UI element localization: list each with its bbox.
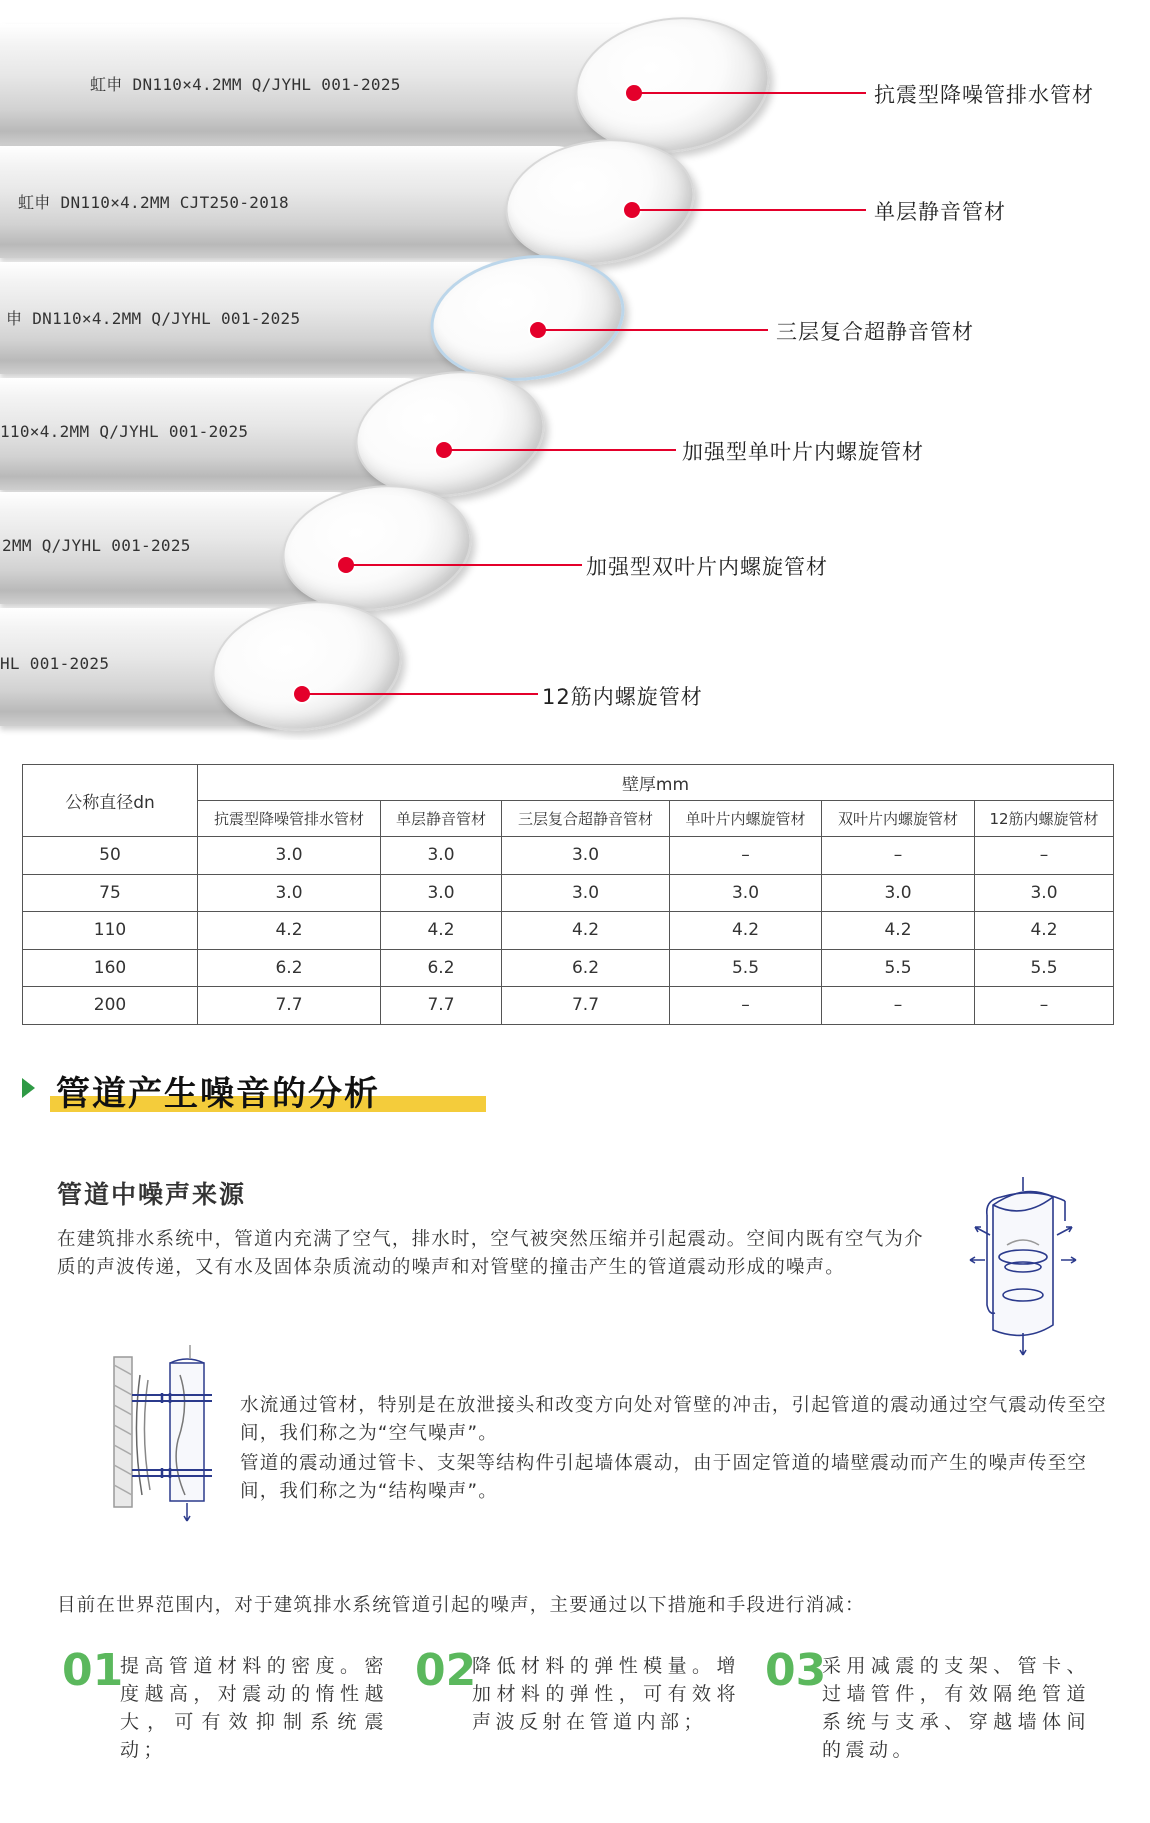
table-cell: 4.2 — [822, 912, 975, 950]
structure-noise-paragraph: 管道的震动通过管卡、支架等结构件引起墙体震动，由于固定管道的墙壁震动而产生的噪声传至空间，我们称之为“结构噪声”。 — [240, 1453, 1088, 1502]
table-cell: – — [975, 987, 1114, 1025]
table-cell: 4.2 — [502, 912, 670, 950]
table-cell: 75 — [23, 874, 198, 912]
table-cell: – — [975, 837, 1114, 875]
pipe-label-double-blade: 加强型双叶片内螺旋管材 — [586, 555, 828, 579]
table-cell: 5.5 — [975, 949, 1114, 987]
callout-line — [632, 209, 866, 211]
table-col-header: 12筋内螺旋管材 — [975, 801, 1114, 837]
section-title: 管道产生噪音的分析 — [56, 1074, 380, 1114]
table-cell: 4.2 — [381, 912, 502, 950]
noise-source-heading: 管道中噪声来源 — [57, 1180, 247, 1209]
table-cell: 200 — [23, 987, 198, 1025]
pipe-print-text: 虹申 DN110×4.2MM Q/JYHL 001-2025 — [90, 75, 401, 94]
pipe-single-blade-spiral — [0, 378, 545, 490]
table-col-header: 抗震型降噪管排水管材 — [198, 801, 381, 837]
table-cell: 3.0 — [822, 874, 975, 912]
vertical-pipe-illustration — [965, 1175, 1080, 1365]
step-number: 03 — [765, 1645, 827, 1696]
table-cell: 6.2 — [502, 949, 670, 987]
wall-thickness-table — [22, 764, 1114, 1025]
table-cell: – — [822, 837, 975, 875]
table-cell: 3.0 — [381, 874, 502, 912]
table-cell: 3.0 — [975, 874, 1114, 912]
table-col-header: 单层静音管材 — [381, 801, 502, 837]
table-cell: 5.5 — [670, 949, 822, 987]
callout-line — [302, 693, 538, 695]
wall-pipe-illustration — [110, 1345, 215, 1525]
pipe-triple-layer — [0, 262, 630, 374]
pipe-print-text: 2MM Q/JYHL 001-2025 — [2, 536, 191, 555]
table-cell: 6.2 — [198, 949, 381, 987]
table-cell: 7.7 — [198, 987, 381, 1025]
table-row — [23, 912, 1114, 950]
callout-line — [538, 329, 768, 331]
callout-line — [444, 449, 676, 451]
pipe-print-text: 110×4.2MM Q/JYHL 001-2025 — [0, 422, 249, 441]
table-cell: 3.0 — [198, 874, 381, 912]
pipe-label-triple-layer: 三层复合超静音管材 — [776, 320, 974, 344]
table-cell: 6.2 — [381, 949, 502, 987]
step-text: 提高管道材料的密度。密度越高，对震动的惰性越大，可有效抑制系统震动； — [120, 1655, 388, 1761]
table-cell: 5.5 — [822, 949, 975, 987]
table-header-diameter: 公称直径dn — [23, 765, 198, 837]
table-cell: 4.2 — [198, 912, 381, 950]
table-cell: 160 — [23, 949, 198, 987]
table-cell: 3.0 — [670, 874, 822, 912]
table-cell: – — [670, 987, 822, 1025]
section-heading — [22, 1066, 482, 1116]
air-noise-paragraph: 水流通过管材，特别是在放泄接头和改变方向处对管壁的冲击，引起管道的震动通过空气震动传至空间，我们称之为“空气噪声”。 — [240, 1395, 1107, 1444]
pipe-print-text: HL 001-2025 — [0, 654, 110, 673]
table-cell: 3.0 — [381, 837, 502, 875]
callout-line — [634, 92, 866, 94]
pipe-label-anti-seismic: 抗震型降噪管排水管材 — [874, 83, 1094, 107]
step-number: 02 — [415, 1645, 477, 1696]
pipe-label-single-blade: 加强型单叶片内螺旋管材 — [682, 440, 924, 464]
pipe-label-single-layer: 单层静音管材 — [874, 200, 1006, 224]
step-text: 采用减震的支架、管卡、过墙管件，有效隔绝管道系统与支承、穿越墙体间的震动。 — [822, 1655, 1090, 1761]
table-cell: 4.2 — [670, 912, 822, 950]
callout-line — [346, 564, 582, 566]
pipe-label-12-rib: 12筋内螺旋管材 — [542, 685, 703, 709]
table-cell: 7.7 — [502, 987, 670, 1025]
pipe-double-blade-spiral — [0, 492, 475, 604]
table-col-header: 单叶片内螺旋管材 — [670, 801, 822, 837]
table-col-header: 三层复合超静音管材 — [502, 801, 670, 837]
table-row — [23, 874, 1114, 912]
measures-intro: 目前在世界范围内，对于建筑排水系统管道引起的噪声，主要通过以下措施和手段进行消减： — [57, 1595, 865, 1616]
step-text: 降低材料的弹性模量。增加材料的弹性，可有效将声波反射在管道内部； — [472, 1655, 740, 1733]
table-row — [23, 949, 1114, 987]
table-cell: 4.2 — [975, 912, 1114, 950]
pipe-showcase — [0, 0, 1150, 740]
pipe-single-layer — [0, 146, 700, 258]
noise-source-paragraph: 在建筑排水系统中，管道内充满了空气，排水时，空气被突然压缩并引起震动。空间内既有空气为介质的声波传递，又有水及固体杂质流动的噪声和对管壁的撞击产生的管道震动形成的噪声。 — [57, 1229, 924, 1278]
table-cell: 3.0 — [502, 837, 670, 875]
pipe-12-rib-spiral — [0, 608, 405, 726]
play-triangle-icon — [22, 1078, 35, 1098]
table-cell: – — [670, 837, 822, 875]
table-row — [23, 837, 1114, 875]
table-col-header: 双叶片内螺旋管材 — [822, 801, 975, 837]
pipe-anti-seismic — [0, 24, 770, 146]
pipe-print-text: 虹申 DN110×4.2MM CJT250-2018 — [18, 193, 289, 212]
table-cell: 50 — [23, 837, 198, 875]
table-cell: – — [822, 987, 975, 1025]
table-cell: 110 — [23, 912, 198, 950]
pipe-print-text: 申 DN110×4.2MM Q/JYHL 001-2025 — [6, 309, 301, 328]
table-cell: 3.0 — [502, 874, 670, 912]
table-row — [23, 987, 1114, 1025]
table-cell: 7.7 — [381, 987, 502, 1025]
table-header-wall-thickness: 壁厚mm — [198, 765, 1114, 801]
table-cell: 3.0 — [198, 837, 381, 875]
step-number: 01 — [62, 1645, 124, 1696]
